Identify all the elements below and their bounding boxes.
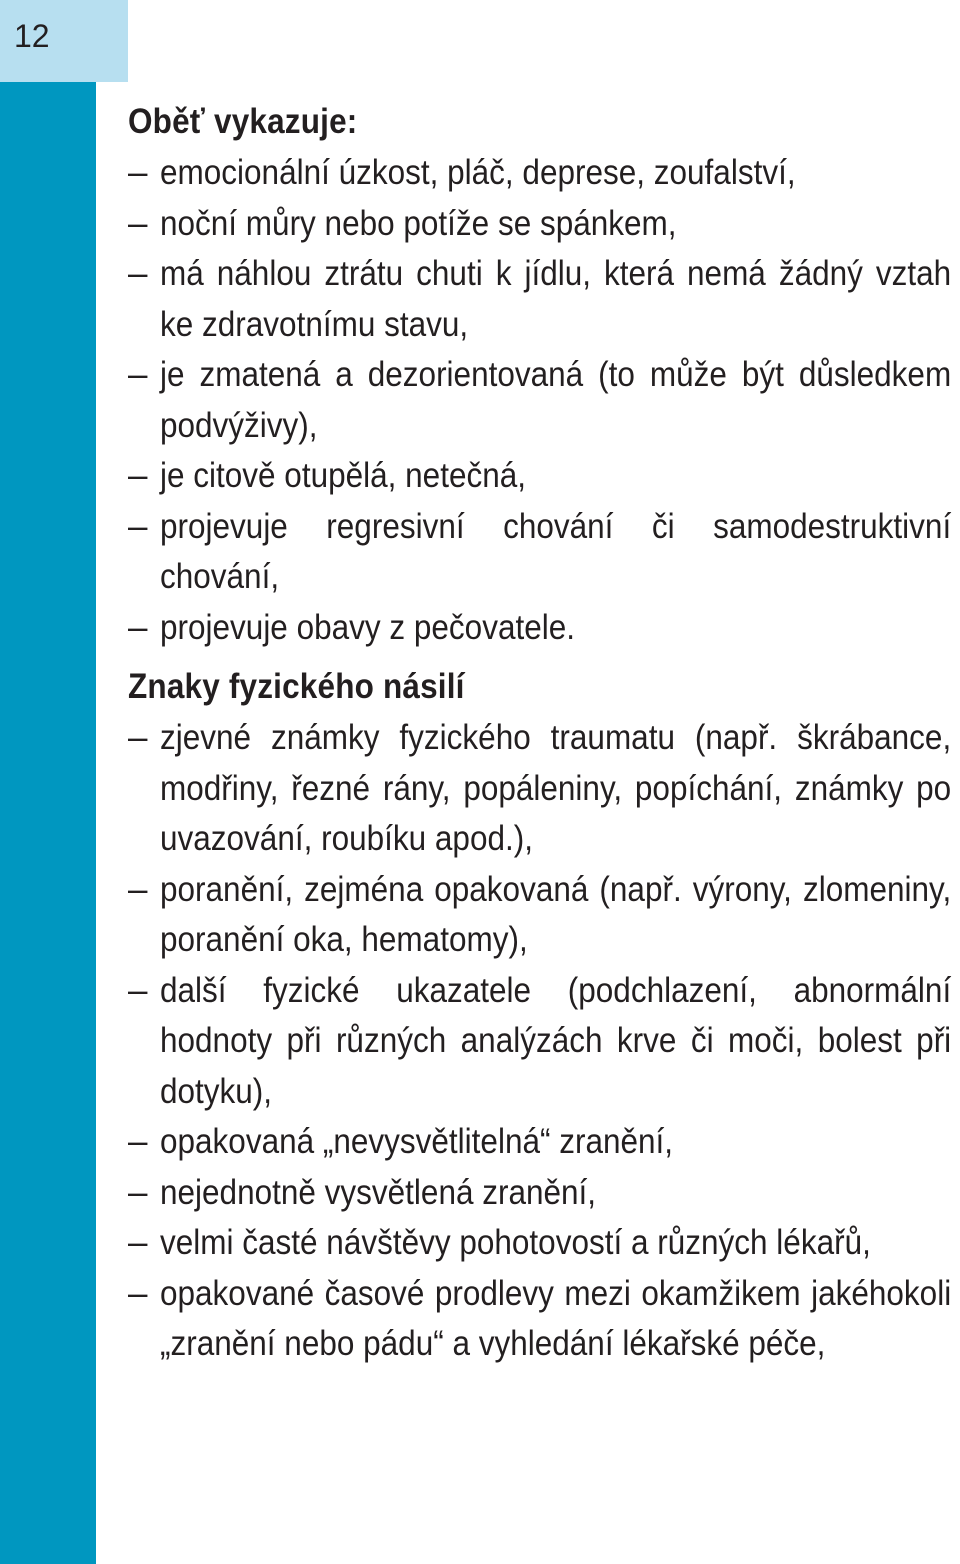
list-item-text: je citově otupělá, netečná, xyxy=(160,456,527,495)
list-item-text: projevuje obavy z pečovatele. xyxy=(160,607,576,647)
list-item-text: další fyzické ukazatele (podchlazení, abnormální hodnoty při různých analýzách krve či moči, bolest při dotyku), xyxy=(160,970,952,1111)
list-item-text: emocionální úzkost, pláč, deprese, zoufalství, xyxy=(160,153,796,192)
dash-bullet: – xyxy=(128,203,148,243)
page-content xyxy=(128,98,952,1370)
list-item-text: opakované časové prodlevy mezi okamžikem jakéhokoli „zranění nebo pádu“ a vyhledání lékařské péče, xyxy=(160,1273,952,1363)
list-item xyxy=(128,1218,952,1269)
list-item xyxy=(128,350,952,451)
side-accent-bar xyxy=(0,0,96,1564)
section-heading-victim-signs: Oběť vykazuje: xyxy=(128,102,358,141)
list-item xyxy=(128,966,952,1118)
dash-bullet: – xyxy=(128,1122,148,1161)
list-item xyxy=(128,1168,952,1219)
dash-bullet: – xyxy=(128,1223,148,1262)
list-item xyxy=(128,502,952,603)
list-item-text: zjevné známky fyzického traumatu (např. škrábance, modřiny, řezné rány, popáleniny, popíchání, známky po uvazování, roubíku apod.), xyxy=(160,718,952,858)
list-item xyxy=(128,603,952,654)
dash-bullet: – xyxy=(128,718,148,757)
dash-bullet: – xyxy=(128,506,148,546)
list-item-text: nejednotně vysvětlená zranění, xyxy=(160,1172,597,1212)
list-item xyxy=(128,1117,952,1168)
dash-bullet: – xyxy=(128,153,148,192)
list-item-text: velmi časté návštěvy pohotovostí a různých lékařů, xyxy=(160,1223,871,1262)
physical-abuse-list xyxy=(128,713,952,1370)
list-item-text: poranění, zejména opakovaná (např. výrony, zlomeniny, poranění oka, hematomy), xyxy=(160,869,952,959)
dash-bullet: – xyxy=(128,970,148,1010)
list-item-text: má náhlou ztrátu chuti k jídlu, která nemá žádný vztah ke zdravotnímu stavu, xyxy=(160,254,952,344)
list-item xyxy=(128,1269,952,1370)
victim-signs-list xyxy=(128,148,952,653)
dash-bullet: – xyxy=(128,254,148,293)
list-item xyxy=(128,713,952,865)
page-number: 12 xyxy=(14,18,50,54)
list-item xyxy=(128,865,952,966)
dash-bullet: – xyxy=(128,355,148,394)
list-item xyxy=(128,148,952,199)
dash-bullet: – xyxy=(128,1172,148,1212)
dash-bullet: – xyxy=(128,1273,148,1313)
list-item xyxy=(128,199,952,250)
dash-bullet: – xyxy=(128,869,148,909)
dash-bullet: – xyxy=(128,456,148,495)
list-item-text: noční můry nebo potíže se spánkem, xyxy=(160,203,677,243)
section-heading-physical-abuse: Znaky fyzického násilí xyxy=(128,667,465,706)
page-number-tab xyxy=(0,0,128,82)
list-item-text: je zmatená a dezorientovaná (to může být důsledkem podvýživy), xyxy=(160,355,952,445)
list-item-text: projevuje regresivní chování či samodestruktivní chování, xyxy=(160,506,952,596)
list-item xyxy=(128,451,952,502)
list-item-text: opakovaná „nevysvětlitelná“ zranění, xyxy=(160,1122,674,1161)
dash-bullet: – xyxy=(128,607,148,647)
list-item xyxy=(128,249,952,350)
